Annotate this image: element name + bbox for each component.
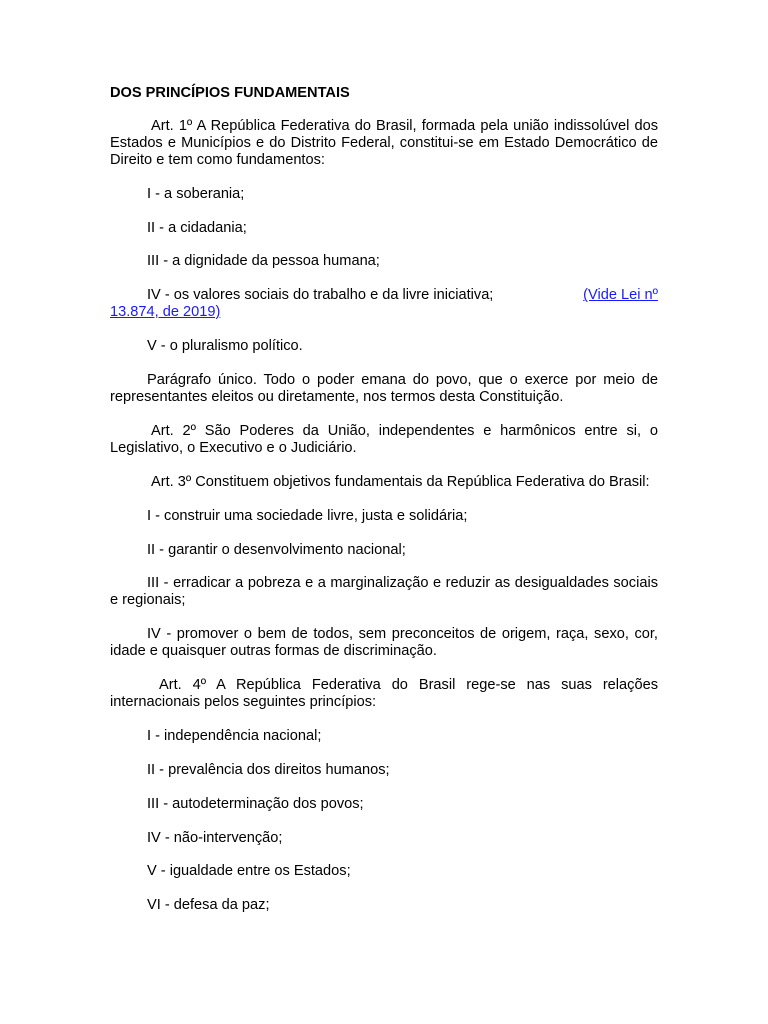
article-3: Art. 3º Constituem objetivos fundamentais da República Federativa do Brasil: (151, 473, 650, 490)
art4-item-5: V - igualdade entre os Estados; (147, 863, 351, 880)
vide-lei-link-part2[interactable]: 13.874, de 2019) (110, 304, 221, 321)
art3-item-1: I - construir uma sociedade livre, justa e solidária; (147, 507, 468, 524)
art4-item-1: I - independência nacional; (147, 727, 322, 744)
art1-item-5: V - o pluralismo político. (147, 338, 303, 355)
art3-item-3: III - erradicar a pobreza e a marginalização e reduzir as desigualdades sociais e regionais; (110, 575, 658, 609)
article-2: Art. 2º São Poderes da União, independentes e harmônicos entre si, o Legislativo, o Executivo e o Judiciário. (110, 422, 658, 456)
art4-item-3: III - autodeterminação dos povos; (147, 795, 364, 812)
document-page (110, 85, 658, 931)
vide-lei-link-part1[interactable]: (Vide Lei nº (583, 287, 658, 304)
art3-item-2: II - garantir o desenvolvimento nacional; (147, 541, 406, 558)
paragrafo-unico: Parágrafo único. Todo o poder emana do povo, que o exerce por meio de representantes eleitos ou diretamente, nos termos desta Constituição. (110, 372, 658, 405)
art4-item-4: IV - não-intervenção; (147, 829, 283, 846)
art1-item-2: II - a cidadania; (147, 219, 247, 236)
art4-item-6: VI - defesa da paz; (147, 897, 270, 914)
art1-item-4 (110, 287, 658, 321)
section-heading: DOS PRINCÍPIOS FUNDAMENTAIS (110, 85, 350, 101)
art1-item-4-line (110, 287, 658, 304)
art1-item-1: I - a soberania; (147, 185, 245, 202)
art4-item-2: II - prevalência dos direitos humanos; (147, 761, 390, 778)
art1-item-3: III - a dignidade da pessoa humana; (147, 253, 380, 270)
article-4: Art. 4º A República Federativa do Brasil rege-se nas suas relações internacionais pelos seguintes princípios: (110, 677, 658, 710)
art3-item-4: IV - promover o bem de todos, sem preconceitos de origem, raça, sexo, cor, idade e quaisquer outras formas de discriminação. (110, 626, 658, 660)
article-1: Art. 1º A República Federativa do Brasil, formada pela união indissolúvel dos Estados e Municípios e do Distrito Federal, constitui-se em Estado Democrático de Direito e tem como fundamentos: (110, 117, 658, 168)
art1-item-4-text: IV - os valores sociais do trabalho e da livre iniciativa; (147, 287, 494, 304)
